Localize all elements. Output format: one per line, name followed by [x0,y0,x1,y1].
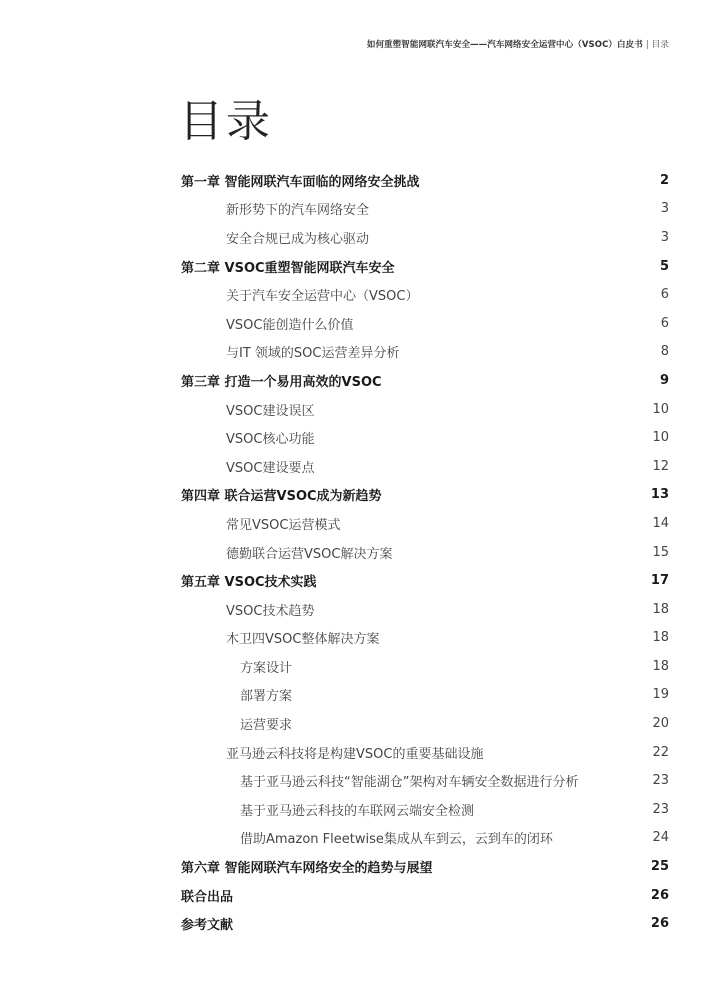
toc-section-entry[interactable] [181,309,669,338]
toc-page-number: 25 [650,859,669,875]
toc-section-entry[interactable] [181,795,669,824]
toc-section-entry[interactable] [181,338,669,367]
toc-entry-label: 德勤联合运营VSOC解决方案 [226,546,393,562]
toc-entry-label: 与IT 领域的SOC运营差异分析 [226,346,400,362]
toc-section-entry[interactable] [181,395,669,424]
toc-page-number: 26 [650,887,669,903]
toc-entry-label: 基于亚马逊云科技的车联网云端安全检测 [240,803,475,819]
toc-section-entry[interactable] [181,195,669,224]
toc-page-number: 10 [652,401,669,417]
toc-chapter-entry[interactable] [181,852,669,881]
document-title: 如何重塑智能网联汽车安全——汽车网络安全运营中心（VSOC）白皮书 [366,40,643,50]
toc-chapter-entry[interactable] [181,909,669,938]
toc-entry-label: 借助Amazon Fleetwise集成从车到云，云到车的闭环 [240,832,553,848]
toc-page-number: 19 [652,687,669,703]
toc-page-number: 20 [652,716,669,732]
toc-entry-label: VSOC能创造什么价值 [226,317,354,333]
toc-page-number: 23 [652,773,669,789]
toc-entry-label: 亚马逊云科技将是构建VSOC的重要基础设施 [226,746,484,762]
header-separator: | [645,40,649,50]
toc-page-number: 18 [652,601,669,617]
toc-chapter-entry[interactable] [181,166,669,195]
toc-page-number: 6 [660,287,669,303]
toc-entry-label: 第六章 智能网联汽车网络安全的趋势与展望 [181,861,433,877]
toc-entry-label: 基于亚马逊云科技“智能湖仓”架构对车辆安全数据进行分析 [240,775,579,791]
toc-entry-label: 方案设计 [240,660,293,676]
toc-page-number: 17 [650,573,669,589]
toc-chapter-entry[interactable] [181,366,669,395]
toc-page-number: 26 [650,916,669,932]
toc-page-number: 13 [650,487,669,503]
toc-entry-label: VSOC技术趋势 [226,603,315,619]
toc-entry-label: VSOC核心功能 [226,432,315,448]
toc-page-number: 14 [652,515,669,531]
toc-entry-label: 第五章 VSOC技术实践 [181,575,317,591]
toc-page-number: 3 [660,201,669,217]
toc-page-number: 12 [652,458,669,474]
toc-section-entry[interactable] [181,824,669,853]
toc-entry-label: 第一章 智能网联汽车面临的网络安全挑战 [181,174,420,190]
toc-page-number: 10 [652,430,669,446]
toc-chapter-entry[interactable] [181,566,669,595]
toc-entry-label: 联合出品 [181,889,234,905]
running-header [367,38,669,50]
toc-entry-label: VSOC建设要点 [226,460,315,476]
toc-entry-label: 安全合规已成为核心驱动 [226,231,370,247]
toc-entry-label: 第四章 联合运营VSOC成为新趋势 [181,489,382,505]
toc-page-number: 23 [652,801,669,817]
toc-page-number: 3 [660,229,669,245]
toc-section-entry[interactable] [181,538,669,567]
toc-page-number: 6 [660,315,669,331]
toc-page-number: 8 [660,344,669,360]
toc-entry-label: 木卫四VSOC整体解决方案 [226,632,380,648]
toc-section-entry[interactable] [181,709,669,738]
toc-section-entry[interactable] [181,681,669,710]
toc-entry-label: 第三章 打造一个易用高效的VSOC [181,374,382,390]
page-title: 目录 [179,96,273,147]
toc-entry-label: 第二章 VSOC重塑智能网联汽车安全 [181,260,395,276]
toc-entry-label: 关于汽车安全运营中心（VSOC） [226,289,419,305]
toc-page-number: 18 [652,630,669,646]
toc-chapter-entry[interactable] [181,881,669,910]
toc-page-number: 24 [652,830,669,846]
toc-section-entry[interactable] [181,423,669,452]
toc-section-entry[interactable] [181,738,669,767]
toc-entry-label: 新形势下的汽车网络安全 [226,203,370,219]
toc-section-entry[interactable] [181,280,669,309]
toc-page-number: 2 [659,172,669,188]
toc-page-number: 5 [659,258,669,274]
toc-section-entry[interactable] [181,223,669,252]
toc-entry-label: 参考文献 [181,918,234,934]
toc-entry-label: VSOC建设误区 [226,403,315,419]
toc-chapter-entry[interactable] [181,252,669,281]
toc-entry-label: 部署方案 [240,689,293,705]
toc-section-entry[interactable] [181,595,669,624]
toc-page-number: 15 [652,544,669,560]
toc-section-entry[interactable] [181,509,669,538]
toc-section-entry[interactable] [181,624,669,653]
toc-section-entry[interactable] [181,766,669,795]
toc-entry-label: 运营要求 [240,718,293,734]
table-of-contents [181,166,669,938]
header-section: 目录 [651,40,669,50]
toc-page-number: 18 [652,658,669,674]
toc-section-entry[interactable] [181,452,669,481]
toc-page-number: 22 [652,744,669,760]
toc-entry-label: 常见VSOC运营模式 [226,517,341,533]
toc-page-number: 9 [659,372,669,388]
toc-chapter-entry[interactable] [181,481,669,510]
toc-section-entry[interactable] [181,652,669,681]
